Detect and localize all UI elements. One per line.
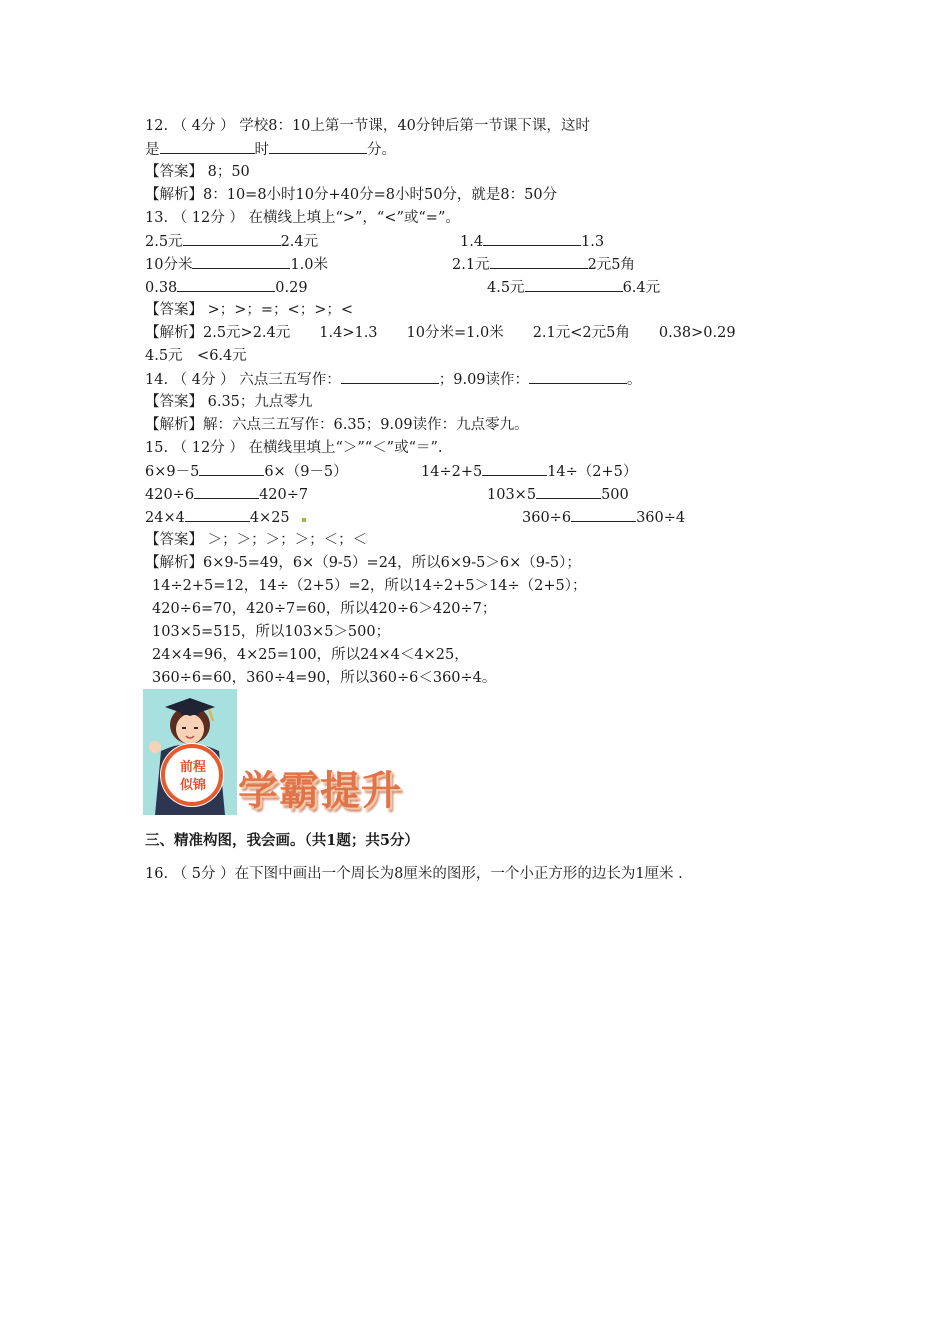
q15-r1-right: 14÷2+5 14÷（2+5） [421, 461, 637, 482]
q13-r1-left: 2.5元 2.4元 [145, 231, 318, 252]
xueba-banner [143, 689, 453, 815]
q15-blank-5[interactable] [185, 507, 250, 522]
q13-answer: 【答案】 >；>；=；<；>；< [145, 302, 354, 318]
q14-blank-write[interactable] [341, 369, 439, 384]
graduate-girl-icon [143, 689, 237, 815]
q15-r2-left: 420÷6 420÷7 [145, 484, 308, 505]
q15-analysis-5: 24×4=96，4×25=100，所以24×4＜4×25， [152, 647, 469, 663]
q15-analysis-2: 14÷2+5=12，14÷（2+5）=2，所以14÷2+5＞14÷（2+5）； [152, 578, 587, 594]
q13-blank-4[interactable] [490, 254, 588, 269]
q12-line2: 是 时 分。 [145, 139, 396, 160]
q15-blank-4[interactable] [536, 484, 601, 499]
q14-blank-read[interactable] [529, 369, 627, 384]
q13-r3-right: 4.5元 6.4元 [487, 277, 660, 298]
q13-blank-5[interactable] [177, 277, 275, 292]
q13-r2-left: 10分米 1.0米 [145, 254, 328, 275]
q13-blank-3[interactable] [192, 254, 290, 269]
q13-title: 13. （ 12分 ） 在横线上填上“>”，“<”或“=”。 [145, 210, 460, 226]
q15-r1-left: 6×9－5 6×（9－5） [145, 461, 348, 482]
q13-blank-2[interactable] [483, 231, 581, 246]
q15-r3-left: 24×4 4×25 [145, 507, 290, 528]
q13-analysis-2: 4.5元 <6.4元 [145, 348, 247, 364]
q15-analysis-3: 420÷6=70，420÷7=60，所以420÷6＞420÷7； [152, 601, 497, 617]
q12-blank-minute[interactable] [269, 139, 367, 154]
q15-r2-right: 103×5 500 [487, 484, 629, 505]
badge-text: 前程 似锦 [179, 760, 206, 793]
q15-blank-3[interactable] [194, 484, 259, 499]
q13-r1-right: 1.4 1.3 [460, 231, 604, 252]
section3-title: 三、精准构图，我会画。（共1题；共5分） [145, 832, 419, 849]
banner-title: 学霸提升 [238, 768, 402, 814]
q13-blank-1[interactable] [183, 231, 281, 246]
q13-r2-right: 2.1元 2元5角 [452, 254, 635, 275]
q12-blank-hour[interactable] [160, 139, 255, 154]
q14-analysis: 【解析】解：六点三五写作：6.35；9.09读作：九点零九。 [145, 417, 529, 433]
q15-answer: 【答案】 ＞；＞；＞；＞；＜；＜ [145, 532, 368, 548]
q14-answer: 【答案】 6.35；九点零九 [145, 394, 313, 410]
q14-line: 14. （ 4分 ） 六点三五写作： ；9.09读作： 。 [145, 369, 642, 390]
green-dot-mark [302, 518, 306, 522]
q15-analysis-4: 103×5=515，所以103×5＞500； [152, 624, 391, 640]
q15-r3-right: 360÷6 360÷4 [522, 507, 685, 528]
q15-analysis-6: 360÷6=60，360÷4=90，所以360÷6＜360÷4。 [152, 670, 497, 686]
q15-blank-6[interactable] [571, 507, 636, 522]
q13-r3-left: 0.38 0.29 [145, 277, 308, 298]
q15-blank-1[interactable] [199, 461, 264, 476]
q15-blank-2[interactable] [482, 461, 547, 476]
q12-analysis: 【解析】8：10=8小时10分+40分=8小时50分，就是8：50分 [145, 187, 558, 203]
q16-text: 16. （ 5分 ）在下图中画出一个周长为8厘米的图形，一个小正方形的边长为1厘米 . [145, 866, 683, 882]
q12-line1: 12. （ 4分 ） 学校8：10上第一节课，40分钟后第一节课下课，这时 [145, 118, 590, 134]
q15-analysis-1: 【解析】6×9-5=49，6×（9-5）=24，所以6×9-5＞6×（9-5）； [145, 555, 581, 571]
q13-analysis-1: 【解析】2.5元>2.4元 1.4>1.3 10分米=1.0米 2.1元<2元5角 0.38>0.29 [145, 325, 736, 341]
q12-answer: 【答案】 8；50 [145, 164, 250, 180]
q13-blank-6[interactable] [525, 277, 623, 292]
q15-title: 15. （ 12分 ） 在横线里填上“＞”“＜”或“＝”. [145, 440, 443, 456]
